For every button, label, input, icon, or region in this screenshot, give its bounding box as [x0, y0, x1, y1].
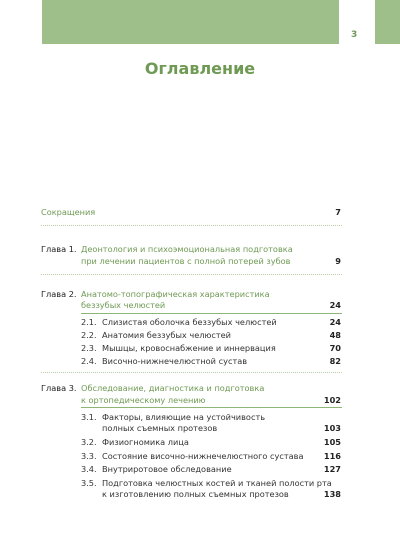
toc-entry-page: 7 [335, 207, 341, 217]
section-number: 3.4. [81, 464, 97, 474]
toc-entry-title: Сокращения [41, 207, 96, 217]
section-number: 3.1. [81, 412, 97, 422]
chapter-label: Глава 1. [41, 244, 77, 254]
section-title: Физиогномика лица [102, 437, 189, 447]
section-title-line2: полных съемных протезов [102, 423, 218, 433]
page-number: 3 [351, 30, 358, 40]
section-number: 3.5. [81, 478, 97, 488]
section-number: 2.3. [81, 343, 97, 353]
section-title: Состояние височно-нижнечелюстного сустава [102, 451, 304, 461]
chapter-page: 9 [335, 256, 341, 266]
section-title: Височно-нижнечелюстной сустав [102, 356, 248, 366]
section-title: Анатомия беззубых челюстей [102, 330, 232, 340]
section-page: 70 [329, 343, 341, 353]
divider [41, 274, 342, 275]
chapter-rule [81, 407, 342, 408]
section-number: 2.2. [81, 330, 97, 340]
header-band [42, 0, 339, 44]
chapter-label: Глава 3. [41, 383, 77, 393]
chapter-title-line2: при лечении пациентов с полной потерей зубов [81, 256, 291, 266]
section-page: 116 [323, 451, 341, 461]
section-number: 2.4. [81, 356, 97, 366]
section-page: 82 [329, 356, 341, 366]
section-page: 24 [329, 317, 341, 327]
chapter-page: 102 [323, 395, 341, 405]
chapter-title-line1: Обследование, диагностика и подготовка [81, 383, 265, 393]
chapter-label: Глава 2. [41, 289, 77, 299]
page-title: Оглавление [144, 59, 256, 78]
chapter-rule [81, 313, 342, 314]
section-number: 2.1. [81, 317, 97, 327]
section-page: 127 [323, 464, 341, 474]
section-title: Факторы, влияющие на устойчивость [102, 412, 266, 422]
divider [41, 225, 342, 226]
section-title: Внутриротовое обследование [102, 464, 232, 474]
chapter-title-line1: Деонтология и психоэмоциональная подготовка [81, 244, 293, 254]
section-title: Мышцы, кровоснабжение и иннервация [102, 343, 276, 353]
section-title: Слизистая оболочка беззубых челюстей [102, 317, 277, 327]
section-page: 48 [329, 330, 341, 340]
side-tab [375, 0, 400, 44]
section-page: 103 [323, 423, 341, 433]
chapter-title-line2: беззубых челюстей [81, 300, 166, 310]
section-title: Подготовка челюстных костей и тканей полости рта [102, 478, 332, 488]
section-title-line2: к изготовлению полных съемных протезов [102, 489, 289, 499]
chapter-title-line1: Анатомо-топографическая характеристика [81, 289, 270, 299]
section-number: 3.3. [81, 451, 97, 461]
section-page: 105 [323, 437, 341, 447]
chapter-page: 24 [329, 300, 341, 310]
divider [41, 372, 342, 373]
section-page: 138 [323, 489, 341, 499]
section-number: 3.2. [81, 437, 97, 447]
chapter-title-line2: к ортопедическому лечению [81, 395, 206, 405]
